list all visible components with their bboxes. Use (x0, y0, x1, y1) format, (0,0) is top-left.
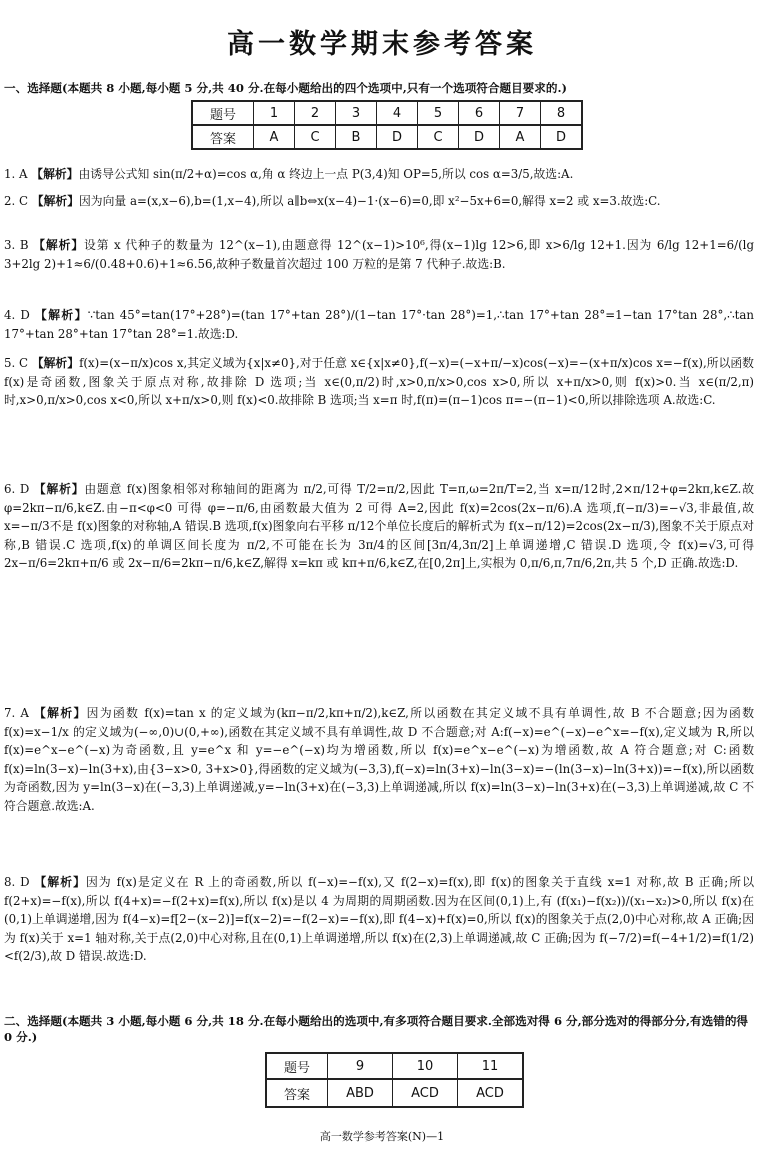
table-header-cell: 答案 (266, 1079, 328, 1107)
solution-text: 由诱导公式知 sin(π/2+α)=cos α,角 α 终边上一点 P(3,4)知 OP=5,所以 cos α=3/5,故选:A. (78, 167, 574, 181)
problem-7-solution (4, 704, 754, 815)
question-number-cell: 4 (377, 101, 418, 125)
solution-text: 由题意 f(x)图象相邻对称轴间的距离为 π/2,可得 T/2=π/2,因此 T=π,ω=2π/T=2,当 x=π/12时,2×π/12+φ=2kπ,k∈Z.故 φ=2kπ−π/6,k∈Z.由−π<φ<0 可得 φ=−π/6,由函数最大值为 2 可得 A=2,因此 f(x)=2cos(2x−π/6).A 选项,f(−π/3)=−√3,非最值,故 x=−π/3不是 f(x)图象的对称轴,A 错误.B 选项,f(x)图象向右平移 π/12个单位长度后的解析式为 f(x−π/12)=2cos(2x−π/3),图象不关于原点对称,B 错误.C 选项,f(x)的单调区间长度为 π/2,不可能在长为 3π/4的区间[3π/4,3π/2]上单调递增,C 错误.D 选项,令 f(x)=√3,可得 2x−π/6=2kπ+π/6 或 2x−π/6=2kπ−π/6,k∈Z,解得 x=kπ 或 kπ+π/6,k∈Z,在[0,2π]上,实根为 0,π/6,π,7π/6,2π,共 5 个,D 正确.故选:D. (4, 482, 755, 570)
problem-label: 2. C (4, 194, 29, 208)
answer-cell: A (500, 125, 541, 149)
analysis-tag: 【解析】 (31, 356, 80, 370)
table-header-cell: 题号 (192, 101, 254, 125)
question-number-cell: 6 (459, 101, 500, 125)
page-title: 高一数学期末参考答案 (227, 29, 537, 60)
question-number-cell: 1 (254, 101, 295, 125)
answer-cell: D (541, 125, 583, 149)
answer-cell: ACD (458, 1079, 524, 1107)
problem-label: 3. B (4, 238, 29, 252)
problem-1-solution (4, 165, 754, 184)
problem-6-solution (4, 480, 754, 573)
answer-cell: ABD (328, 1079, 393, 1107)
solution-text: f(x)=(x−π/x)cos x,其定义域为{x|x≠0},对于任意 x∈{x|x≠0},f(−x)=(−x+π/−x)cos(−x)=−(x+π/x)cos x=−f(x),所以函数 f(x)是奇函数,图象关于原点对称,故排除 D 选项;当 x∈(0,π/2)时,x>0,π/x>0,cos x>0,所以 x+π/x>0,则 f(x)>0.当 x∈(π/2,π)时,x>0,π/x>0,cos x<0,所以 x+π/x>0,则 f(x)<0.故排除 B 选项;当 x=π 时,f(π)=(π−1)cos π=−(π−1)<0,所以排除选项 A.故选:C. (4, 356, 754, 407)
answer-cell: A (254, 125, 295, 149)
solution-text: 因为向量 a=(x,x−6),b=(1,x−4),所以 a∥b⇔x(x−4)−1·(x−6)=0,即 x²−5x+6=0,解得 x=2 或 x=3.故选:C. (79, 194, 661, 208)
question-number-cell: 3 (336, 101, 377, 125)
section-2-heading: 二、选择题(本题共 3 小题,每小题 6 分,共 18 分.在每小题给出的选项中,有多项符合题目要求.全部选对得 6 分,部分选对的得部分分,有选错的得 0 分.) (4, 1014, 749, 1044)
answer-cell: C (295, 125, 336, 149)
solution-text: 因为 f(x)是定义在 R 上的奇函数,所以 f(−x)=−f(x),又 f(2−x)=f(x),即 f(x)的图象关于直线 x=1 对称,故 B 正确;所以 f(2+x)=−f(x),所以 f(4+x)=−f(2+x)=f(x),所以 f(x)是以 4 为周期的周期函数.因为在区间(0,1)上,有 (f(x₁)−f(x₂))/(x₁−x₂)>0,所以 f(x)在(0,1)上单调递增,因为 f(4−x)=f[2−(x−2)]=f(x−2)=−f(2−x)=−f(x),即 f(4−x)+f(x)=0,所以 f(x)的图象关于点(2,0)中心对称,故 A 正确;因为 f(x)关于 x=1 轴对称,关于点(2,0)中心对称,且在(0,1)上单调递增,所以 f(x)在(2,3)上单调递减,故 C 正确;因为 f(−7/2)=f(−4+1/2)=f(1/2)<f(2/3),故 D 错误.故选:D. (4, 875, 755, 963)
answer-cell: B (336, 125, 377, 149)
problem-label: 4. D (4, 308, 30, 322)
section-2-answer-table (265, 1052, 524, 1108)
answer-cell: D (459, 125, 500, 149)
problem-4-solution (4, 306, 754, 343)
answer-cell: D (377, 125, 418, 149)
problem-8-solution (4, 873, 754, 966)
question-number-cell: 11 (458, 1053, 524, 1079)
problem-3-solution (4, 236, 754, 273)
analysis-tag: 【解析】 (34, 875, 87, 889)
table-row-answers (266, 1079, 523, 1107)
problem-5-solution (4, 354, 754, 410)
table-row-numbers (266, 1053, 523, 1079)
question-number-cell: 2 (295, 101, 336, 125)
analysis-tag: 【解析】 (35, 308, 88, 322)
analysis-tag: 【解析】 (34, 706, 87, 720)
analysis-tag: 【解析】 (31, 194, 79, 208)
problem-label: 1. A (4, 167, 28, 181)
table-header-cell: 题号 (266, 1053, 328, 1079)
problem-2-solution (4, 192, 754, 211)
question-number-cell: 9 (328, 1053, 393, 1079)
table-row-numbers (192, 101, 582, 125)
page-footer: 高一数学参考答案(N)—1 (319, 1130, 445, 1143)
question-number-cell: 5 (418, 101, 459, 125)
section-1-answer-table (191, 100, 583, 150)
question-number-cell: 10 (393, 1053, 458, 1079)
problem-label: 8. D (4, 875, 30, 889)
section-1-heading: 一、选择题(本题共 8 小题,每小题 5 分,共 40 分.在每小题给出的四个选项中,只有一个选项符合题目要求的.) (4, 81, 567, 95)
table-row-answers (192, 125, 582, 149)
solution-text: 因为函数 f(x)=tan x 的定义域为(kπ−π/2,kπ+π/2),k∈Z,所以函数在其定义域不具有单调性,故 B 不合题意;因为函数 f(x)=x−1/x 的定义域为(−∞,0)∪(0,+∞),函数在其定义域不具有单调性,故 D 不合题意;对 A:f(−x)=e^(−x)−e^x=−f(x),定义域为 R,所以 f(x)=e^x−e^(−x)为奇函数,且 y=e^x 和 y=−e^(−x)均为增函数,所以 f(x)=e^x−e^(−x)为增函数,故 A 符合题意;对 C:函数 f(x)=ln(3−x)−ln(3+x),由{3−x>0, 3+x>0},得函数的定义域为(−3,3),f(−x)=ln(3+x)−ln(3−x)=−(ln(3−x)−ln(3+x))=−f(x),所以函数为奇函数,因为 y=ln(3−x)在(−3,3)上单调递减,y=−ln(3+x)在(−3,3)上单调递减,所以 f(x)=ln(3−x)−ln(3+x)在(−3,3)上单调递减,故 C 不符合题意.故选:A. (4, 706, 754, 813)
solution-text: 设第 x 代种子的数量为 12^(x−1),由题意得 12^(x−1)>10⁶,得(x−1)lg 12>6,即 x>6/lg 12+1.因为 6/lg 12+1=6/(lg 3+2lg 2)+1≈6/(0.48+0.6)+1≈6.56,故种子数量首次超过 100 万粒的是第 7 代种子.故选:B. (4, 238, 754, 271)
solution-text: ∵tan 45°=tan(17°+28°)=(tan 17°+tan 28°)/(1−tan 17°·tan 28°)=1,∴tan 17°+tan 28°=1−tan 17°tan 28°,∴tan 17°+tan 28°+tan 17°tan 28°=1.故选:D. (4, 308, 754, 341)
analysis-tag: 【解析】 (33, 238, 85, 252)
problem-label: 6. D (4, 482, 30, 496)
problem-label: 5. C (4, 356, 29, 370)
analysis-tag: 【解析】 (31, 167, 79, 181)
analysis-tag: 【解析】 (33, 482, 85, 496)
problem-label: 7. A (4, 706, 29, 720)
answer-cell: C (418, 125, 459, 149)
answer-cell: ACD (393, 1079, 458, 1107)
table-header-cell: 答案 (192, 125, 254, 149)
question-number-cell: 7 (500, 101, 541, 125)
question-number-cell: 8 (541, 101, 583, 125)
